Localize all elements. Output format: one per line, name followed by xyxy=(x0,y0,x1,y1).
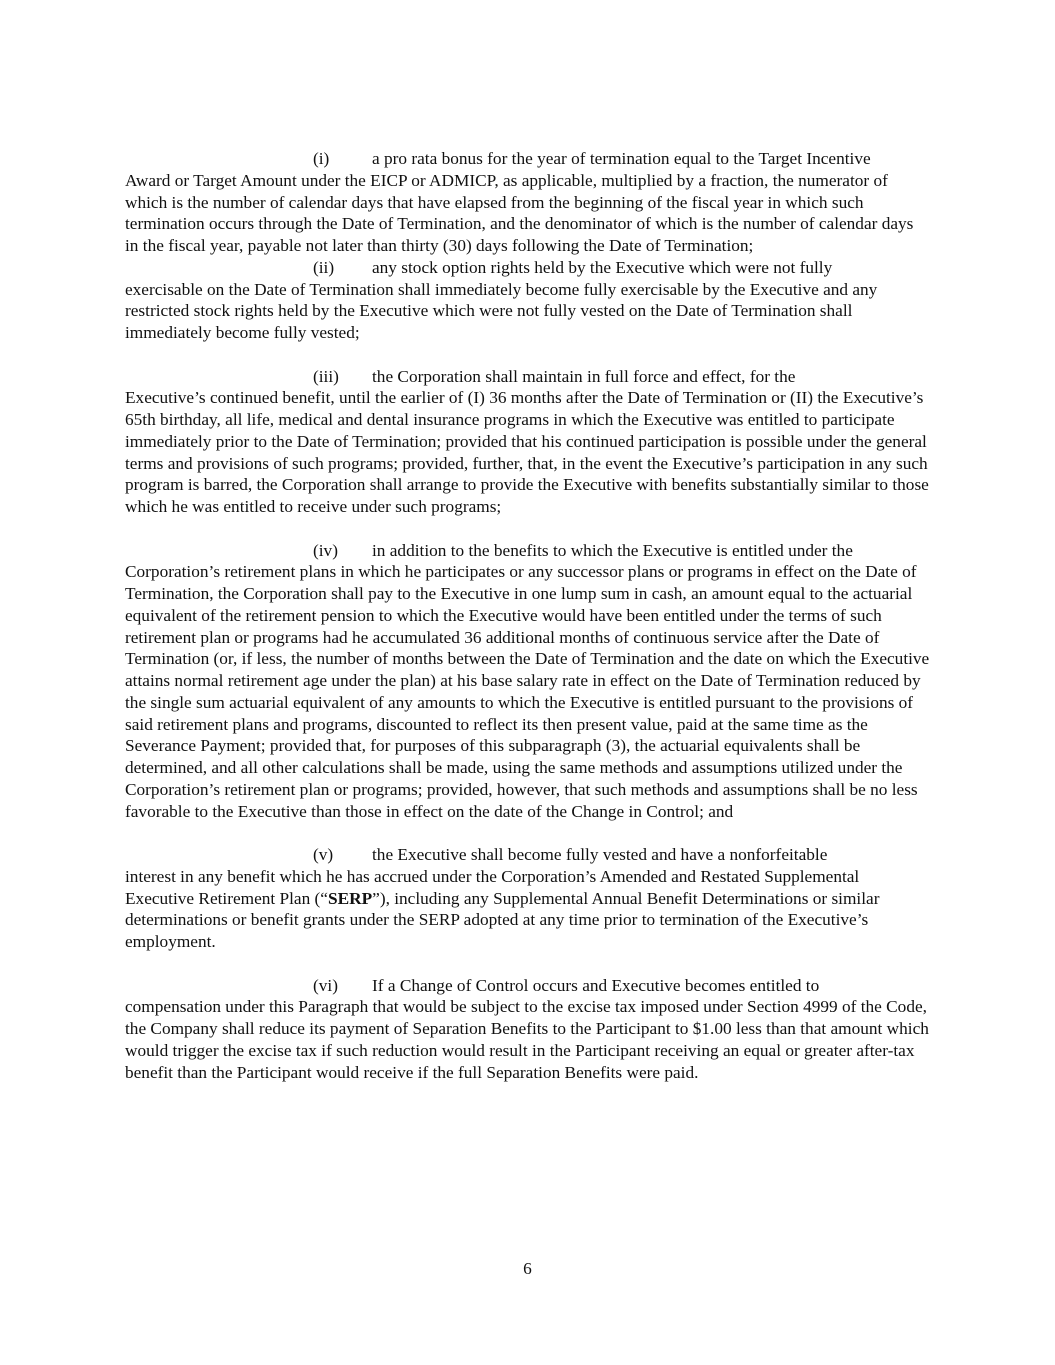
item-body-text: compensation under this Paragraph that would be subject to the excise tax imposed under Section 4999 of the Code, the Company shall reduce its payment of Separation Benefits to the Participant to $1.00 less than that amount which would trigger the excise tax if such reduction would result in the Participant receiving an equal or greater after-tax benefit than the Participant would receive if the full Separation Benefits were paid. xyxy=(125,997,929,1082)
item-first-line-text: the Executive shall become fully vested and have a nonforfeitable xyxy=(372,845,828,864)
item-label: (ii) xyxy=(313,257,335,277)
item-first-line-text: the Corporation shall maintain in full force and effect, for the xyxy=(372,366,796,386)
item-label: (v) xyxy=(313,845,334,864)
paragraph-first-line xyxy=(125,148,930,170)
item-first-line-text: If a Change of Control occurs and Executive becomes entitled to xyxy=(372,975,820,995)
paragraph-v xyxy=(125,844,930,953)
paragraph-first-line xyxy=(125,975,930,997)
paragraph-first-line xyxy=(125,257,930,279)
paragraph-first-line xyxy=(125,844,930,866)
paragraph-vi xyxy=(125,975,930,1084)
paragraph-i xyxy=(125,148,930,257)
item-body-text: Corporation’s retirement plans in which he participates or any successor plans or programs in effect on the Date of Termination, the Corporation shall pay to the Executive in one lump sum in cash, an amount equal to the actuarial equivalent of the retirement pension to which the Executive would have been entitled under the terms of such retirement plan or programs had he accumulated 36 additional months of continuous service after the Date of Termination (or, if less, the number of months between the Date of Termination and the date on which the Executive attains normal retirement age under the plan) at his base salary rate in effect on the Date of Termination reduced by the single sum actuarial equivalent of any amounts to which the Executive is entitled pursuant to the provisions of said retirement plans and programs, discounted to reflect its then present value, paid at the same time as the Severance Payment; provided that, for purposes of this subparagraph (3), the actuarial equivalents shall be determined, and all other calculations shall be made, using the same methods and assumptions utilized under the Corporation’s retirement plan or programs; provided, however, that such methods and assumptions shall be no less favorable to the Executive than those in effect on the date of the Change in Control; and xyxy=(125,562,930,821)
paragraph-first-line xyxy=(125,366,930,388)
document-page xyxy=(125,148,930,1083)
item-body-text: interest in any benefit which he has accrued under the Corporation’s Amended and Restated Supplemental Executive Retirement Plan (“ xyxy=(125,866,860,908)
paragraph-iii xyxy=(125,366,930,518)
page-number: 6 xyxy=(523,1259,532,1278)
serp-defined-term: SERP xyxy=(327,888,373,908)
paragraph-first-line xyxy=(125,540,930,562)
paragraph-iv xyxy=(125,540,930,823)
item-label: (iv) xyxy=(313,540,338,560)
paragraph-ii xyxy=(125,257,930,344)
item-body-text: Executive’s continued benefit, until the earlier of (I) 36 months after the Date of Termination or (II) the Executive’s 65th birthday, all life, medical and dental insurance programs in which the Executive was entitled to participate immediately prior to the Date of Termination; provided that his continued participation is possible under the general terms and provisions of such programs; provided, further, that, in the event the Executive’s participation in any such program is barred, the Corporation shall arrange to provide the Executive with benefits substantially similar to those which he was entitled to receive under such programs; xyxy=(125,388,929,516)
item-label: (i) xyxy=(313,149,330,168)
item-body-text: exercisable on the Date of Termination shall immediately become fully exercisable by the Executive and any restricted stock rights held by the Executive which were not fully vested on the Date of Termination shall immediately become fully vested; xyxy=(125,279,878,342)
item-body-text: Award or Target Amount under the EICP or ADMICP, as applicable, multiplied by a fraction, the numerator of which is the number of calendar days that have elapsed from the beginning of the fiscal year in which such termination occurs through the Date of Termination, and the denominator of which is the number of calendar days in the fiscal year, payable not later than thirty (30) days following the Date of Termination; xyxy=(125,170,914,255)
item-label: (iii) xyxy=(313,366,339,386)
item-first-line-text: any stock option rights held by the Executive which were not fully xyxy=(372,257,833,277)
item-body-text-continued: ”), including any Supplemental Annual Benefit Determinations or similar determinations or benefit grants under the SERP adopted at any time prior to termination of the Executive’s employment. xyxy=(125,888,880,951)
item-first-line-text: a pro rata bonus for the year of termination equal to the Target Incentive xyxy=(372,149,871,168)
item-first-line-text: in addition to the benefits to which the Executive is entitled under the xyxy=(372,540,853,560)
item-label: (vi) xyxy=(313,975,338,995)
